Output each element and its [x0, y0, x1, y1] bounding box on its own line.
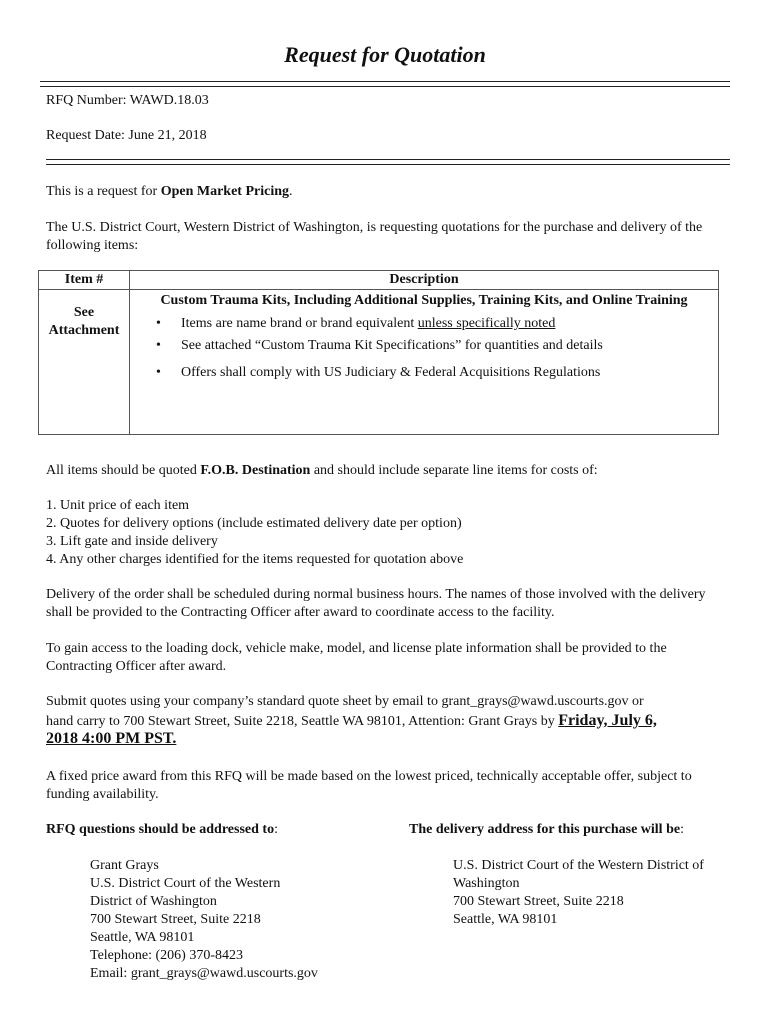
pricing-suffix: .: [289, 184, 293, 199]
submit-line1: Submit quotes using your company’s standard quote sheet by email to grant_grays@wawd.uscourts.gov or: [46, 694, 644, 709]
contact-block: [90, 857, 390, 983]
contact-line: 700 Stewart Street, Suite 2218: [90, 912, 261, 927]
deadline-date: Friday, July 6,: [558, 712, 657, 729]
item-column-header: Item #: [39, 271, 130, 290]
bullet-item: • Offers shall comply with US Judiciary & Federal Acquisitions Regulations: [156, 362, 718, 384]
items-table: [38, 270, 719, 435]
request-date: Request Date: June 21, 2018: [46, 128, 207, 143]
item-see: See: [73, 305, 95, 320]
questions-colon: :: [274, 822, 278, 837]
title-divider: [40, 81, 730, 87]
item-attachment: Attachment: [48, 323, 120, 338]
contact-phone: Telephone: (206) 370-8423: [90, 948, 243, 963]
access-paragraph: To gain access to the loading dock, vehicle make, model, and license plate information shall be provided to the Contracting Officer after award.: [46, 641, 667, 674]
delivery-address-block: [453, 857, 753, 929]
award-paragraph: A fixed price award from this RFQ will be made based on the lowest priced, technically acceptable offer, subject to funding availability.: [46, 769, 692, 802]
submit-line2-prefix: hand carry to 700 Stewart Street, Suite 2218, Seattle WA 98101, Attention: Grant Grays by: [46, 714, 559, 729]
pricing-type: Open Market Pricing: [160, 184, 290, 199]
list-item: 1. Unit price of each item: [46, 498, 190, 513]
fob-suffix: and should include separate line items for costs of:: [310, 463, 598, 478]
contact-line: District of Washington: [90, 894, 217, 909]
bullet1-prefix: Items are name brand or brand equivalent: [181, 316, 418, 331]
list-item: 4. Any other charges identified for the items requested for quotation above: [46, 552, 464, 567]
description-column-header: Description: [130, 271, 719, 290]
address-line: Washington: [453, 876, 520, 891]
delivery-colon: :: [680, 822, 684, 837]
contact-line: U.S. District Court of the Western: [90, 876, 281, 891]
submit-paragraph: [46, 693, 726, 748]
cost-list: [46, 497, 726, 569]
delivery-address-heading: [409, 821, 749, 839]
questions-heading: [46, 821, 386, 839]
address-line: 700 Stewart Street, Suite 2218: [453, 894, 624, 909]
list-item: 3. Lift gate and inside delivery: [46, 534, 218, 549]
list-item: 2. Quotes for delivery options (include estimated delivery date per option): [46, 516, 462, 531]
description-heading: Custom Trauma Kits, Including Additional Supplies, Training Kits, and Online Training: [160, 293, 688, 308]
description-cell: [130, 290, 719, 435]
submit-line2: [46, 712, 726, 731]
delivery-heading-text: The delivery address for this purchase will be: [409, 822, 681, 837]
description-bullets: [130, 313, 718, 384]
questions-heading-text: RFQ questions should be addressed to: [46, 822, 275, 837]
contact-line: Seattle, WA 98101: [90, 930, 195, 945]
document-title: Request for Quotation: [284, 42, 486, 67]
address-line: Seattle, WA 98101: [453, 912, 558, 927]
fob-line: [46, 462, 726, 480]
bullet1-underlined: unless specifically noted: [417, 316, 556, 331]
address-line: U.S. District Court of the Western District of: [453, 858, 704, 873]
bullet-item: [156, 313, 718, 335]
bullet-item: • See attached “Custom Trauma Kit Specifications” for quantities and details: [156, 335, 718, 357]
contact-email: Email: grant_grays@wawd.uscourts.gov: [90, 966, 318, 981]
rfq-number: RFQ Number: WAWD.18.03: [46, 93, 209, 108]
court-request: The U.S. District Court, Western District of Washington, is requesting quotations for the purchase and delivery of the following items:: [46, 220, 703, 253]
item-cell: [39, 290, 130, 435]
pricing-prefix: This is a request for: [46, 184, 161, 199]
pricing-type-line: [46, 183, 726, 201]
delivery-paragraph: Delivery of the order shall be scheduled during normal business hours. The names of those involved with the delivery shall be provided to the Contracting Officer after award to coordinate access to the facility.: [46, 587, 706, 620]
fob-term: F.O.B. Destination: [200, 463, 311, 478]
contact-line: Grant Grays: [90, 858, 159, 873]
fob-prefix: All items should be quoted: [46, 463, 201, 478]
header-divider: [46, 159, 730, 165]
deadline-time: 2018 4:00 PM PST.: [46, 730, 177, 747]
